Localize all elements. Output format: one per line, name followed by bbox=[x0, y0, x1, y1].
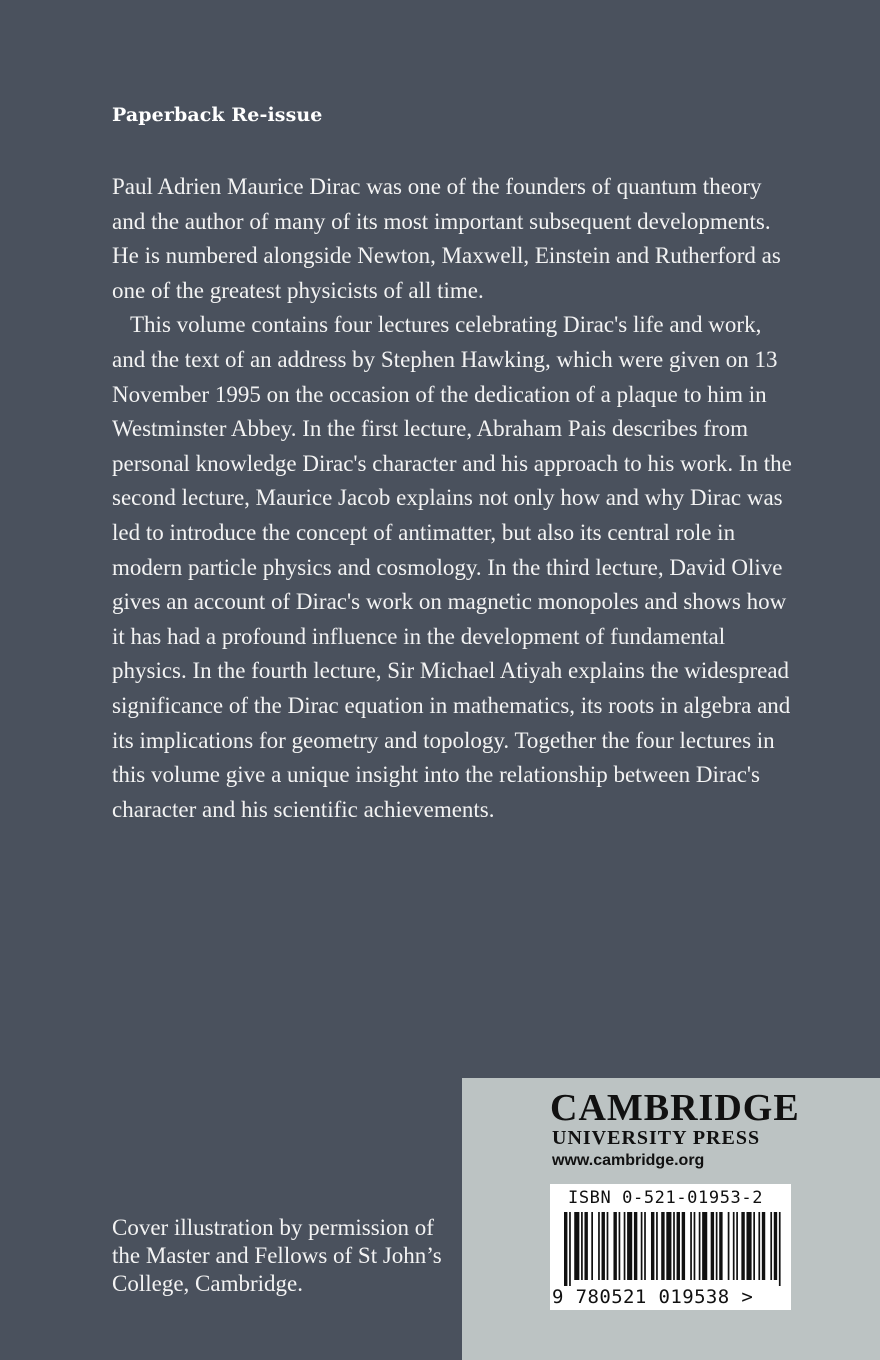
barcode-bar bbox=[574, 1212, 579, 1280]
barcode-bar bbox=[591, 1212, 593, 1280]
isbn-barcode bbox=[550, 1184, 791, 1310]
publisher-panel bbox=[462, 1078, 880, 1360]
barcode-bar bbox=[584, 1212, 587, 1280]
blurb-text bbox=[112, 170, 792, 827]
publisher-name: CAMBRIDGE bbox=[550, 1087, 800, 1129]
barcode-bar bbox=[619, 1212, 621, 1280]
barcode-bar bbox=[774, 1212, 777, 1280]
barcode-bar bbox=[779, 1212, 781, 1286]
barcode-bar bbox=[666, 1212, 671, 1280]
barcode-bar bbox=[598, 1212, 600, 1280]
barcode-bar bbox=[656, 1212, 658, 1280]
barcode-bar bbox=[762, 1212, 765, 1280]
barcode-bar bbox=[651, 1212, 654, 1280]
barcode-bar bbox=[694, 1212, 696, 1280]
barcode-bar bbox=[644, 1212, 646, 1280]
cover-credit: Cover illustration by permission of the Master and Fellows of St John’s College, Cambridge. bbox=[112, 1215, 442, 1296]
barcode-bar bbox=[641, 1212, 643, 1280]
barcode-bar bbox=[753, 1212, 755, 1280]
barcode-bar bbox=[741, 1212, 744, 1280]
barcode-bar bbox=[569, 1212, 571, 1286]
blurb-paragraph-1: Paul Adrien Maurice Dirac was one of the founders of quantum theory and the author of many of its most important subsequent developments. He is numbered alongside Newton, Maxwell, Einstein and Rutherford as one of the greatest physicists of all time. bbox=[112, 174, 781, 303]
barcode-bar bbox=[702, 1212, 707, 1280]
barcode-bar bbox=[736, 1212, 738, 1280]
barcode-bar bbox=[690, 1212, 692, 1280]
barcode-bar bbox=[624, 1212, 626, 1280]
isbn-number: ISBN 0-521-01953-2 bbox=[568, 1188, 764, 1208]
barcode-bar bbox=[682, 1212, 685, 1280]
barcode-bar bbox=[661, 1212, 664, 1280]
barcode-bar bbox=[634, 1212, 637, 1280]
barcode-bar bbox=[677, 1212, 680, 1280]
barcode-bar bbox=[728, 1212, 730, 1280]
barcode-bar bbox=[770, 1212, 772, 1280]
barcode-bar bbox=[607, 1212, 609, 1280]
barcode-bar bbox=[699, 1212, 701, 1280]
barcode-bar bbox=[711, 1212, 714, 1280]
publisher-website: www.cambridge.org bbox=[552, 1152, 705, 1169]
barcode-bar bbox=[564, 1212, 567, 1286]
barcode-bar bbox=[719, 1212, 722, 1280]
barcode-bar bbox=[746, 1212, 751, 1280]
blurb-paragraph-2: This volume contains four lectures celebrating Dirac's life and work, and the text of an address by Stephen Hawking, which were given on 13 November 1995 on the occasion of the dedication of a plaque to him in Westminster Abbey. In the first lecture, Abraham Pais describes from personal knowledge Dirac's character and his approach to his work. In the second lecture, Maurice Jacob explains not only how and why Dirac was led to introduce the concept of antimatter, but also its central role in modern particle physics and cosmology. In the third lecture, David Olive gives an account of Dirac's work on magnetic monopoles and shows how it has had a profound influence in the development of fundamental physics. In the fourth lecture, Sir Michael Atiyah explains the widespread significance of the Dirac equation in mathematics, its roots in algebra and its implications for geometry and topology. Together the four lectures in this volume give a unique insight into the relationship between Dirac's character and his scientific achievements. bbox=[112, 312, 792, 822]
barcode-bar bbox=[758, 1212, 760, 1280]
barcode-bar bbox=[733, 1212, 735, 1280]
publisher-subtitle: UNIVERSITY PRESS bbox=[552, 1127, 761, 1149]
barcode-bar bbox=[613, 1212, 616, 1280]
barcode-bar bbox=[627, 1212, 632, 1280]
barcode-bar bbox=[673, 1212, 675, 1280]
barcode-bars-icon bbox=[564, 1212, 784, 1286]
barcode-digits: 9 780521 019538 > bbox=[552, 1286, 754, 1308]
barcode-bar bbox=[716, 1212, 718, 1280]
barcode-bar bbox=[581, 1212, 583, 1280]
barcode-bar bbox=[602, 1212, 605, 1280]
reissue-label: Paperback Re-issue bbox=[112, 104, 323, 126]
